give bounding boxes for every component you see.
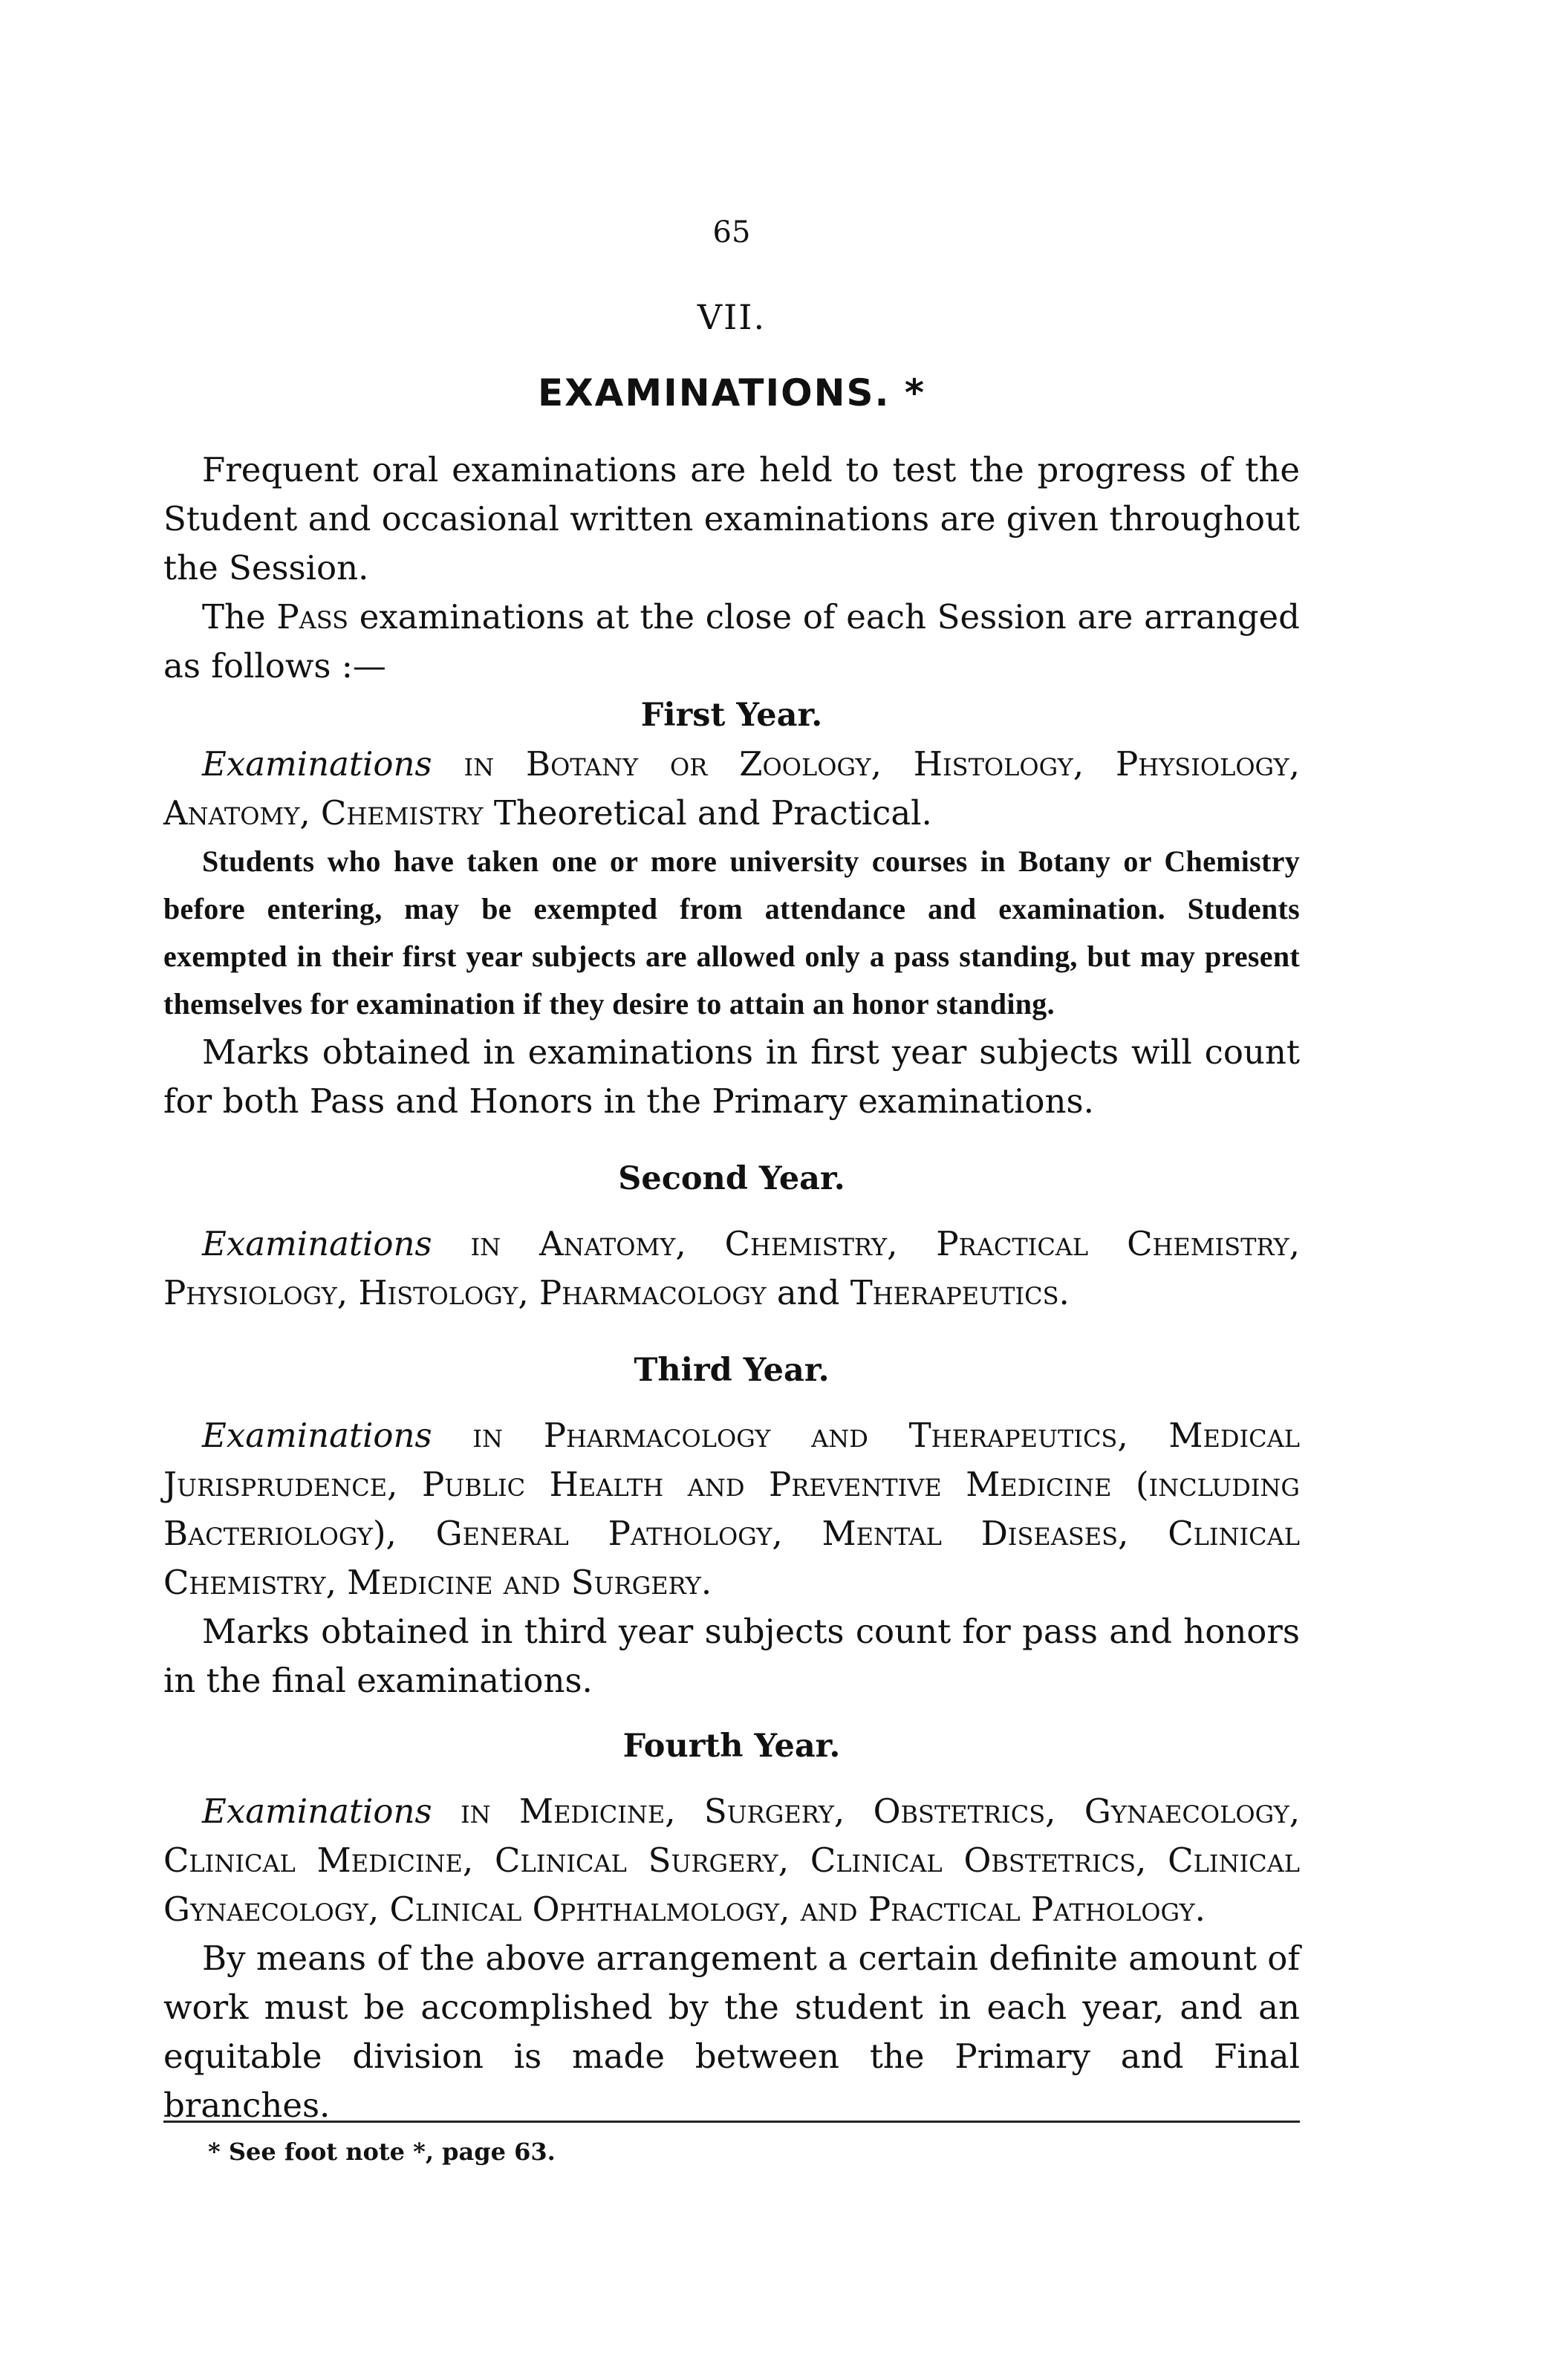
pass-text-a: The <box>202 597 277 637</box>
closing-paragraph: By means of the above arrangement a certain definite amount of work must be accomplished by the student in each year, and an equitable division is made between the Primary and Final branches. <box>163 1939 1300 2125</box>
body-text <box>163 446 1300 2130</box>
fourth-year-exam-label: Examinations <box>202 1791 432 1831</box>
third-year-subjects: in Pharmacology and Therapeutics, Medical Jurisprudence, Public Health and Preventive Medicine (including Bacteriology), General Pathology, Mental Diseases, Clinical Chemistry, Medicine and Surgery. <box>163 1416 1300 1602</box>
fourth-year-heading: Fourth Year. <box>622 1728 841 1765</box>
first-year-marks: Marks obtained in examinations in first year subjects will count for both Pass and Honors in the Primary examinations. <box>163 1032 1300 1121</box>
intro-paragraph: Frequent oral examinations are held to test the progress of the Student and occasional written examinations are given throughout the Session. <box>163 450 1300 588</box>
first-year-heading: First Year. <box>640 697 823 734</box>
second-year-and: and <box>766 1273 850 1312</box>
page-number: 65 <box>712 215 751 250</box>
first-year-subjects: in Botany or Zoology, Histology, Physiology, Anatomy, Chemistry <box>163 744 1300 833</box>
third-year-exam-label: Examinations <box>202 1416 432 1455</box>
chapter-number: VII. <box>697 297 767 337</box>
second-year-exam-label: Examinations <box>202 1224 432 1263</box>
pass-paragraph <box>163 593 1300 691</box>
footnote-divider <box>163 2121 1300 2123</box>
second-year-subjects-a: in Anatomy, Chemistry, Practical Chemistry, Physiology, Histology, Pharmacology <box>163 1224 1300 1312</box>
pass-word: Pass <box>276 597 348 637</box>
third-year-heading: Third Year. <box>634 1352 830 1389</box>
first-year-exam-tail: Theoretical and Practical. <box>483 793 932 833</box>
first-year-exam-label: Examinations <box>202 744 432 784</box>
third-year-marks: Marks obtained in third year subjects count for pass and honors in the final examinations. <box>163 1612 1300 1700</box>
third-year-exams <box>163 1411 1300 1607</box>
second-year-subjects-b: Therapeutics. <box>850 1273 1070 1312</box>
second-year-exams <box>163 1220 1300 1318</box>
fourth-year-exams <box>163 1787 1300 1934</box>
pass-text-b: examinations at the close of each Session are arranged as follows :— <box>163 597 1300 686</box>
footnote: * See foot note *, page 63. <box>208 2138 556 2166</box>
section-title: EXAMINATIONS. * <box>537 371 926 414</box>
first-year-exams <box>163 740 1300 838</box>
second-year-heading: Second Year. <box>618 1160 845 1197</box>
first-year-exemption-note: Students who have taken one or more university courses in Botany or Chemistry before entering, may be exempted from attendance and examination. Students exempted in their first year subjects are allowed only a pass standing, but may present themselves for examination if they desire to attain an honor standing. <box>163 844 1300 1021</box>
fourth-year-subjects: in Medicine, Surgery, Obstetrics, Gynaecology, Clinical Medicine, Clinical Surgery, Clinical Obstetrics, Clinical Gynaecology, Clinical Ophthalmology, and Practical Pathology. <box>163 1791 1300 1929</box>
